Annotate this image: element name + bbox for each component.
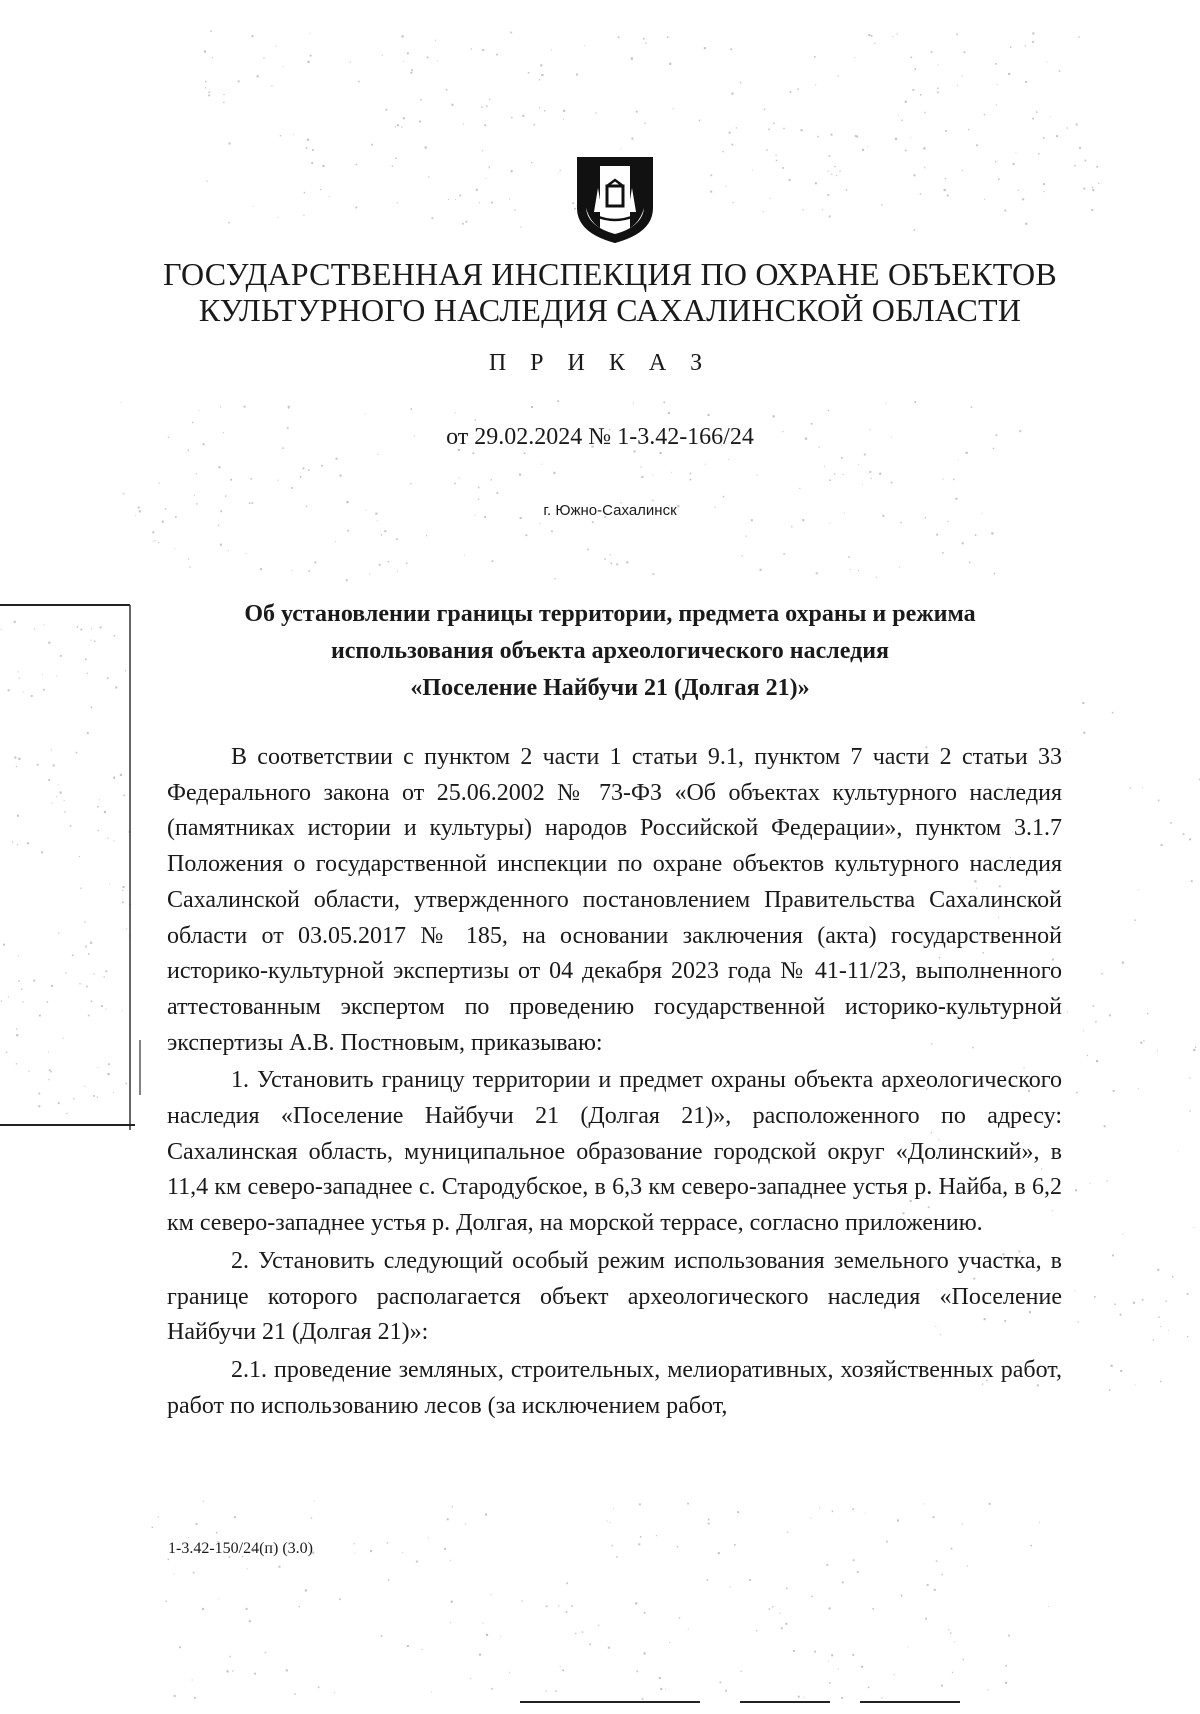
document-body bbox=[167, 740, 1062, 1424]
item-1-paragraph: 1. Установить границу территории и предмет охраны объекта археологического наследия «Поселение Найбучи 21 (Долгая 21)», расположенного по адресу: Сахалинская область, муниципальное образование городской округ «Долинский», в 11,4 км северо-западнее с. Стародубское, в 6,3 км северо-западнее устья р. Найба, в 6,2 км северо-западнее устья р. Долгая, на морской террасе, согласно приложению. bbox=[167, 1067, 1062, 1237]
order-city bbox=[0, 502, 1200, 519]
item-2-1-paragraph: 2.1. проведение земляных, строительных, мелиоративных, хозяйственных работ, работ по использованию лесов (за исключением работ, bbox=[167, 1356, 1062, 1419]
document-type: П Р И К А З bbox=[488, 350, 712, 376]
document-title bbox=[170, 596, 1050, 707]
agency-name-line2: КУЛЬТУРНОГО НАСЛЕДИЯ САХАЛИНСКОЙ ОБЛАСТИ bbox=[198, 292, 1022, 328]
title-line3: «Поселение Найбучи 21 (Долгая 21)» bbox=[410, 675, 810, 701]
title-line2: использования объекта археологического наследия bbox=[330, 638, 890, 664]
agency-name-line1: ГОСУДАРСТВЕННАЯ ИНСПЕКЦИЯ ПО ОХРАНЕ ОБЪЕКТОВ bbox=[163, 256, 1057, 292]
item-2-paragraph: 2. Установить следующий особый режим использования земельного участка, в границе которого располагается объект археологического наследия «Поселение Найбучи 21 (Долгая 21)»: bbox=[167, 1247, 1062, 1346]
order-date-number: от 29.02.2024 № 1-3.42-166/24 bbox=[446, 424, 754, 450]
coat-of-arms-icon bbox=[574, 152, 656, 244]
footer-document-code: 1-3.42-150/24(п) (3.0) bbox=[168, 1540, 313, 1557]
city-text: г. Южно-Сахалинск bbox=[543, 502, 677, 519]
preamble-paragraph: В соответствии с пунктом 2 части 1 статьи 9.1, пунктом 7 части 2 статьи 33 Федерального закона от 25.06.2002 № 73-ФЗ «Об объектах культурного наследия (памятниках истории и культуры) народов Российской Федерации», пунктом 3.1.7 Положения о государственной инспекции по охране объектов культурного наследия Сахалинской области, утвержденного постановлением Правительства Сахалинской области от 03.05.2017 № 185, на основании заключения (акта) государственной историко-культурной экспертизы от 04 декабря 2023 года № 41-11/23, выполненного аттестованным экспертом по проведению государственной историко-культурной экспертизы А.В. Постновым, приказываю: bbox=[167, 744, 1062, 1056]
title-line1: Об установлении границы территории, предмета охраны и режима bbox=[244, 601, 976, 627]
